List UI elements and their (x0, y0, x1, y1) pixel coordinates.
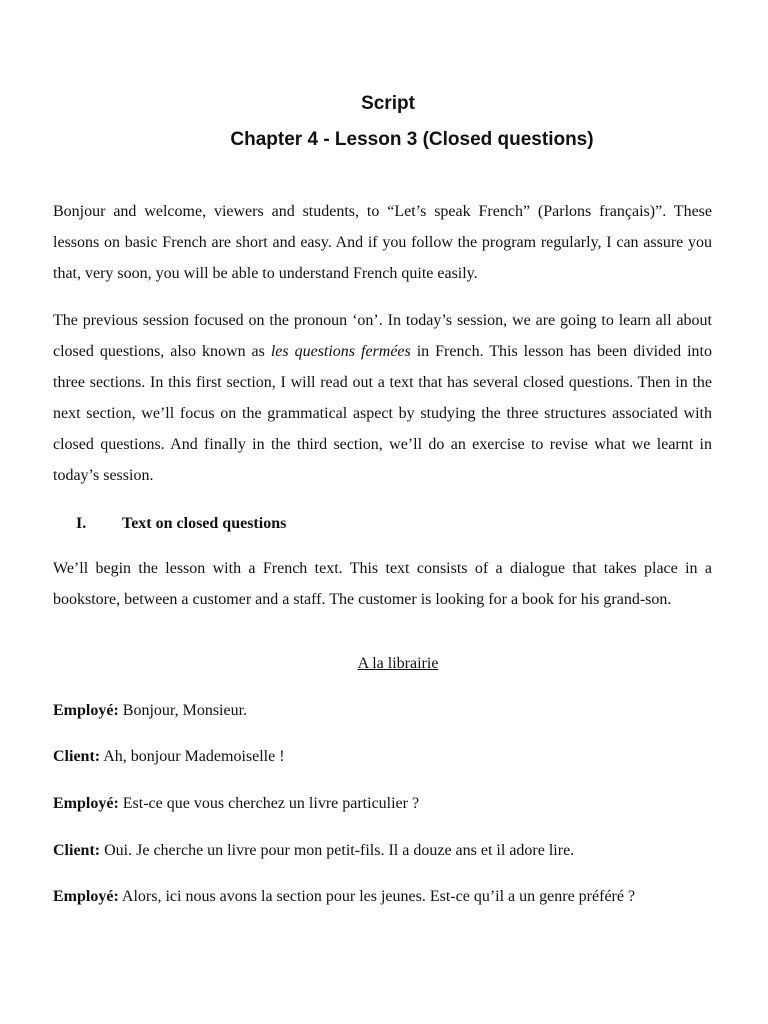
section-heading (76, 508, 286, 539)
speaker-label: Employé: (53, 702, 119, 719)
dialogue-line (53, 881, 733, 912)
intro-paragraph-2-part-1: The previous session focused on the pronoun ‘on’. In today’s session, we are going to learn all about closed questions, also known as (53, 312, 712, 360)
dialogue-title-text: A la librairie (357, 655, 439, 672)
intro-paragraph-1: Bonjour and welcome, viewers and students, to “Let’s speak French” (Parlons français)”. These lessons on basic French are short and easy. And if you follow the program regularly, I can assure you that, very soon, you will be able to understand French quite easily. (53, 203, 712, 282)
dialogue-text: Ah, bonjour Mademoiselle ! (103, 748, 285, 765)
speaker-label: Client: (53, 748, 101, 765)
section-title: Text on closed questions (122, 515, 287, 532)
document-label: Script (361, 93, 415, 114)
dialogue-line (53, 835, 733, 866)
speaker-label: Client: (53, 842, 101, 859)
dialogue-title (0, 648, 768, 679)
intro-paragraph-2 (53, 305, 712, 491)
section-number: I. (76, 515, 87, 532)
dialogue-text: Est-ce que vous cherchez un livre particulier ? (122, 795, 420, 812)
intro-paragraph-2-part-2: in French. This lesson has been divided into three sections. In this first section, I will read out a text that has several closed questions. Then in the next section, we’ll focus on the grammatical aspect by studying the three structures associated with closed questions. And finally in the third section, we’ll do an exercise to revise what we learnt in today’s session. (53, 343, 712, 484)
dialogue-line (53, 788, 733, 819)
dialogue-line (53, 741, 733, 772)
document-title: Chapter 4 - Lesson 3 (Closed questions) (230, 129, 594, 150)
speaker-label: Employé: (53, 888, 119, 905)
dialogue-line (53, 695, 733, 726)
speaker-label: Employé: (53, 795, 119, 812)
dialogue-text: Alors, ici nous avons la section pour les jeunes. Est-ce qu’il a un genre préféré ? (121, 888, 636, 905)
dialogue-text: Oui. Je cherche un livre pour mon petit-fils. Il a douze ans et il adore lire. (104, 842, 575, 859)
french-term: les questions fermées (270, 343, 411, 360)
section-paragraph: We’ll begin the lesson with a French text. This text consists of a dialogue that takes place in a bookstore, between a customer and a staff. The customer is looking for a book for his grand-son. (53, 560, 712, 608)
dialogue-text: Bonjour, Monsieur. (122, 702, 248, 719)
